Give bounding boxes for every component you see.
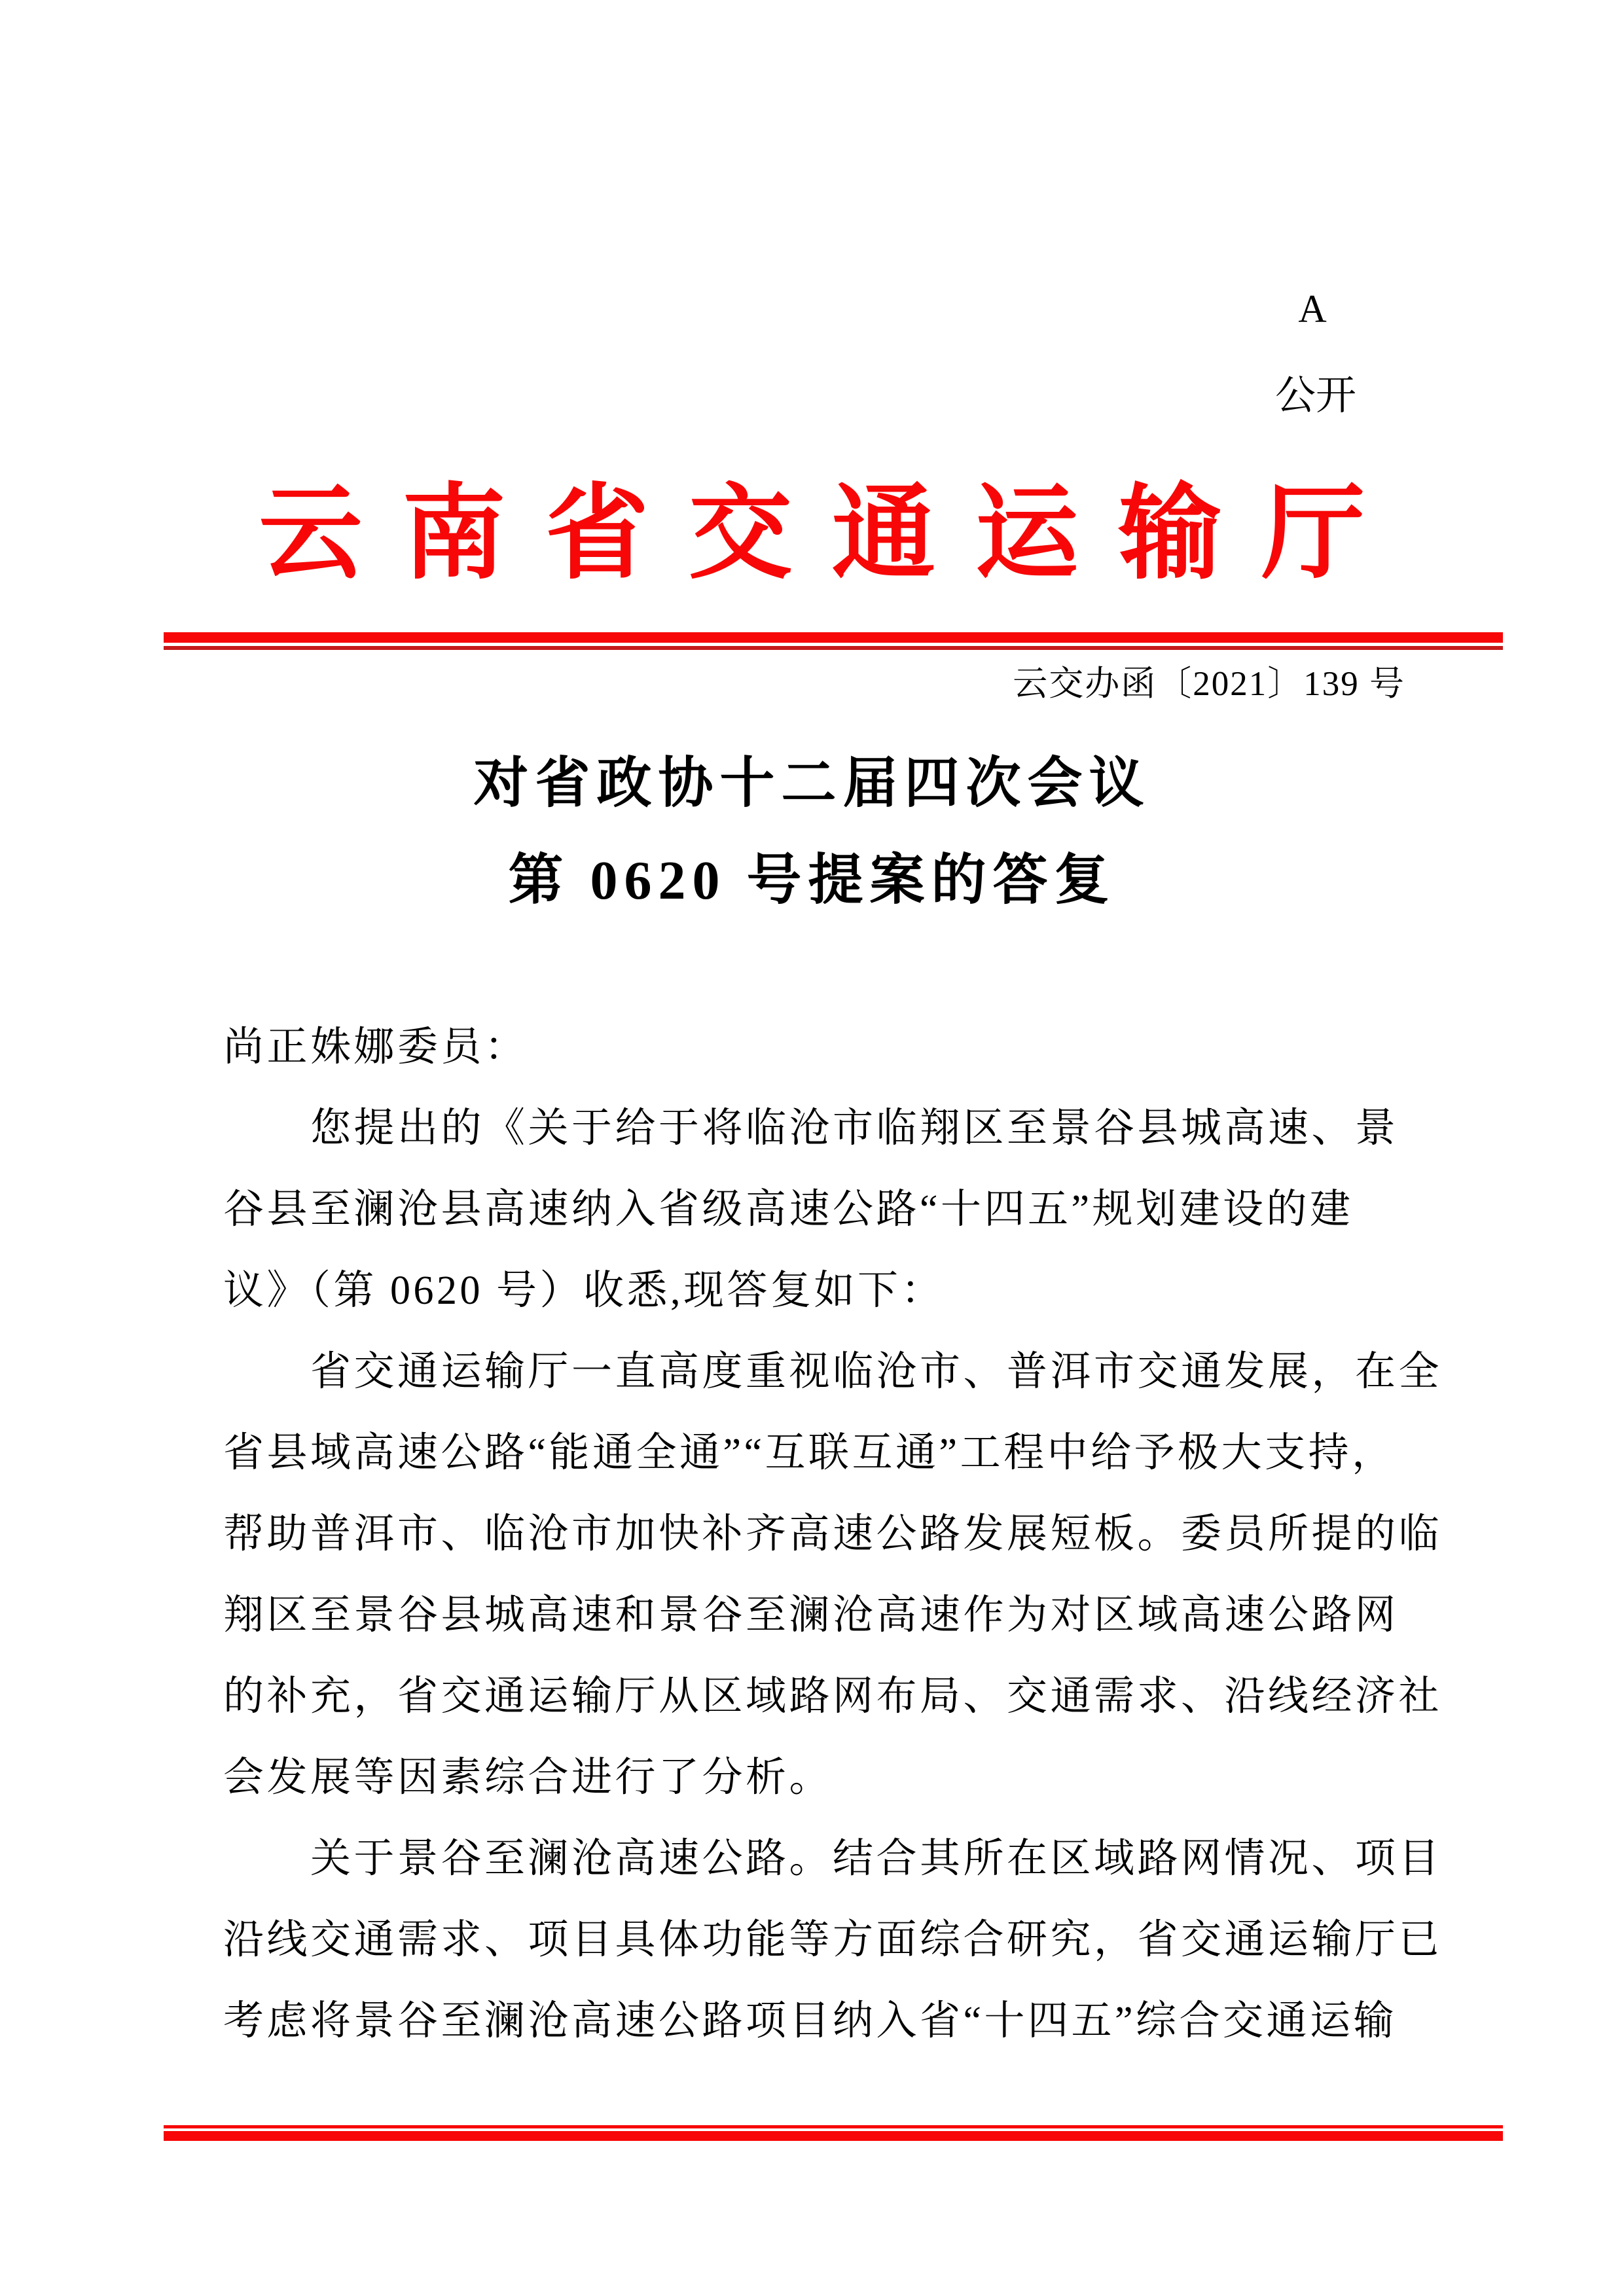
document-title-line-1: 对省政协十二届四次会议 — [473, 753, 1151, 814]
body-line: 帮助普洱市、临沧市加快补齐高速公路发展短板。委员所提的临 — [223, 1512, 1443, 1556]
document-number: 云交办函〔2021〕139 号 — [1013, 665, 1405, 703]
agency-title-char: 运 — [975, 477, 1079, 592]
agency-title-char: 南 — [402, 477, 506, 592]
disclosure-mark: 公开 — [1274, 374, 1356, 418]
agency-title-char: 厅 — [1261, 477, 1365, 592]
body-line: 省县域高速公路“能通全通”“互联互通”工程中给予极大支持， — [223, 1431, 1396, 1475]
document-title-line-2: 第 0620 号提案的答复 — [508, 850, 1116, 911]
document-title — [0, 736, 1624, 929]
agency-title-char: 交 — [689, 477, 793, 592]
header-separator — [164, 632, 1503, 650]
footer-separator — [164, 2125, 1503, 2141]
grade-mark: A — [1298, 287, 1327, 331]
body-line: 谷县至澜沧县高速纳入省级高速公路“十四五”规划建设的建 — [223, 1187, 1354, 1232]
body-line: 省交通运输厅一直高度重视临沧市、普洱市交通发展，在全 — [310, 1350, 1443, 1394]
agency-title-char: 省 — [545, 477, 649, 592]
agency-title-char: 通 — [831, 477, 935, 592]
footer-separator-thick-line — [164, 2131, 1503, 2141]
body-line: 沿线交通需求、项目具体功能等方面综合研究，省交通运输厅已 — [223, 1918, 1443, 1962]
body-line: 翔区至景谷县城高速和景谷至澜沧高速作为对区域高速公路网 — [223, 1593, 1399, 1638]
body-line: 的补充，省交通运输厅从区域路网布局、交通需求、沿线经济社 — [223, 1674, 1443, 1719]
agency-title — [259, 477, 1365, 592]
body-line: 您提出的《关于给于将临沧市临翔区至景谷县城高速、景 — [310, 1106, 1399, 1151]
body-line: 考虑将景谷至澜沧高速公路项目纳入省“十四五”综合交通运输 — [223, 1999, 1398, 2043]
body-line: 会发展等因素综合进行了分析。 — [223, 1755, 833, 1800]
body-line: 尚正姝娜委员： — [223, 1025, 528, 1069]
body-line: 议》（第 0620 号）收悉,现答复如下： — [223, 1268, 945, 1313]
body-line: 关于景谷至澜沧高速公路。结合其所在区域路网情况、项目 — [310, 1837, 1443, 1881]
header-separator-thin-line — [164, 646, 1503, 650]
agency-title-char: 输 — [1118, 477, 1222, 592]
letter-body — [223, 1007, 1506, 2062]
agency-title-char: 云 — [259, 477, 363, 592]
header-separator-thick-line — [164, 632, 1503, 643]
